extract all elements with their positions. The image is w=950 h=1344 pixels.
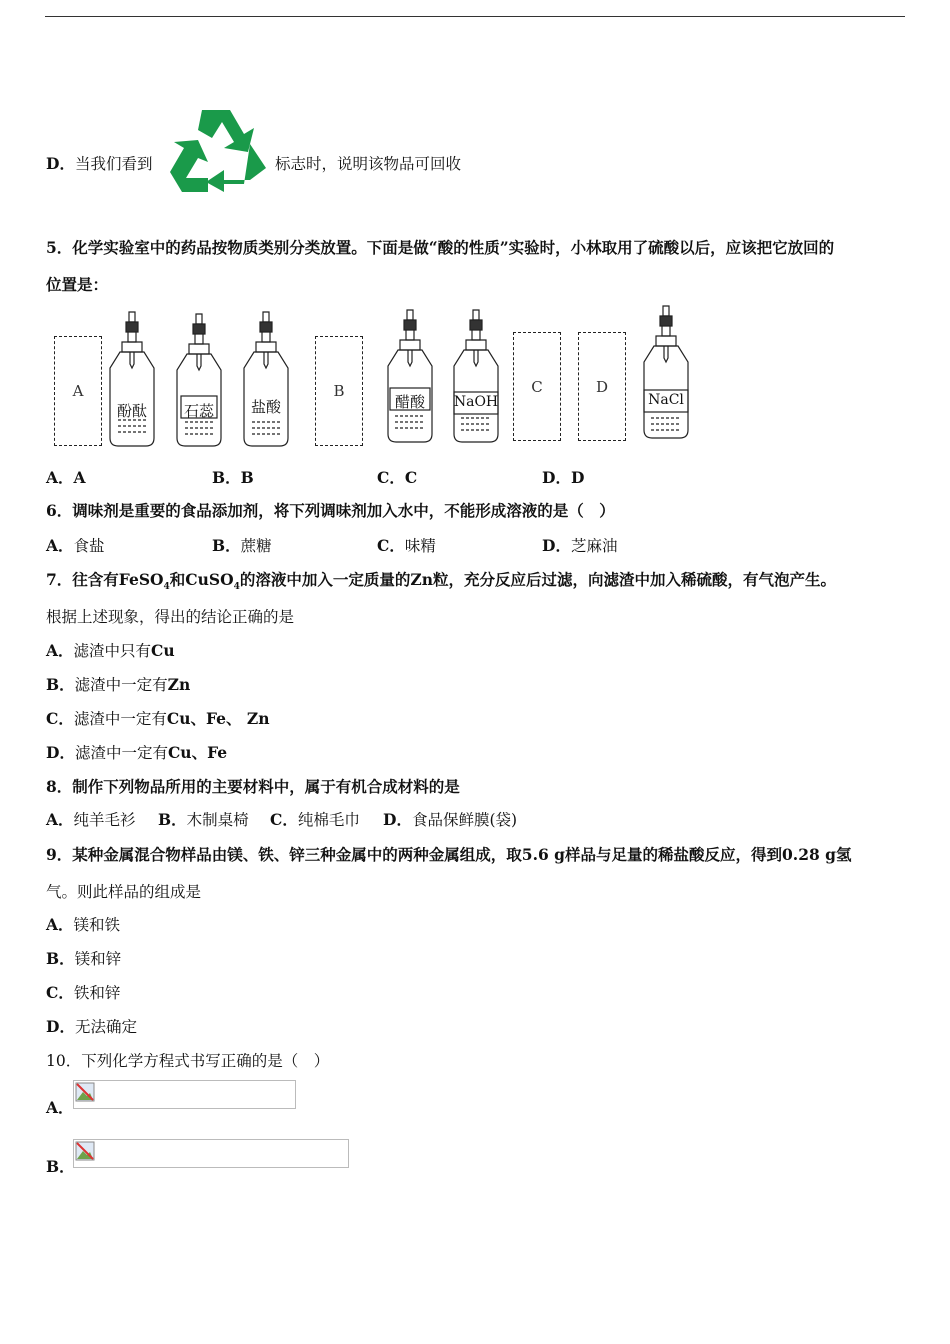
q4-option-d: D．当我们看到 <box>46 154 153 173</box>
q10-option-a-image <box>73 1080 296 1109</box>
q10-option-a[interactable]: A． <box>46 1098 74 1117</box>
reagent-bottle-icon <box>242 310 290 448</box>
q5-stem-line2: 位置是： <box>46 275 109 294</box>
q5-option-a[interactable]: A．A <box>46 468 86 487</box>
q8-option-d[interactable]: D．食品保鲜膜(袋) <box>383 810 518 829</box>
recycle-symbol-icon <box>162 102 274 198</box>
q9-stem-line1: 9．某种金属混合物样品由镁、铁、锌三种金属中的两种金属组成，取5.6 g样品与足量的稀盐酸反应，得到0.28 g氢 <box>46 845 852 864</box>
q10-stem: 10．下列化学方程式书写正确的是（ ） <box>46 1052 330 1070</box>
q10-option-b-image <box>73 1139 349 1168</box>
q5-option-d[interactable]: D．D <box>542 468 585 487</box>
q9-option-d[interactable]: D．无法确定 <box>46 1017 137 1036</box>
q9-option-a[interactable]: A．镁和铁 <box>46 915 121 934</box>
bottle-hydrochloric-acid: 盐酸 <box>242 310 290 448</box>
q7-stem-line1: 7．往含有FeSO$_4$和CuSO$_4$的溶液中加入一定质量的Zn粒，充分反应后过滤，向滤渣中加入稀硫酸，有气泡产生。 <box>46 570 836 593</box>
q6-option-d[interactable]: D．芝麻油 <box>542 536 618 555</box>
bottle-nacl: NaCl <box>641 304 691 440</box>
broken-image-icon <box>75 1082 95 1102</box>
reagent-bottle-icon <box>175 312 223 448</box>
reagent-bottle-icon <box>451 308 501 444</box>
bottle-acetic-acid: 醋酸 <box>385 308 435 444</box>
header-rule <box>45 16 905 17</box>
q7-option-d[interactable]: D．滤渣中一定有Cu、Fe <box>46 743 228 762</box>
broken-image-icon <box>75 1141 95 1161</box>
q5-option-c[interactable]: C．C <box>377 468 418 487</box>
q6-stem: 6．调味剂是重要的食品添加剂，将下列调味剂加入水中，不能形成溶液的是（ ） <box>46 501 615 520</box>
slot-a: A <box>54 336 102 446</box>
q6-option-c[interactable]: C．味精 <box>377 536 436 555</box>
q6-option-b[interactable]: B．蔗糖 <box>212 536 272 555</box>
q9-stem-line2: 气。则此样品的组成是 <box>46 883 202 901</box>
q9-option-c[interactable]: C．铁和锌 <box>46 983 121 1002</box>
reagent-bottle-icon <box>108 310 156 448</box>
reagent-bottle-icon <box>385 308 435 444</box>
q8-option-c[interactable]: C．纯棉毛巾 <box>270 810 360 829</box>
q8-stem: 8．制作下列物品所用的主要材料中，属于有机合成材料的是 <box>46 777 460 796</box>
q10-option-b[interactable]: B． <box>46 1157 75 1176</box>
q7-option-c[interactable]: C．滤渣中一定有Cu、Fe、 Zn <box>46 709 270 728</box>
bottle-litmus: 石蕊 <box>175 312 223 448</box>
q7-stem-line2: 根据上述现象，得出的结论正确的是 <box>46 608 295 626</box>
slot-b: B <box>315 336 363 446</box>
slot-d: D <box>578 332 626 441</box>
bottle-naoh: NaOH <box>451 308 501 444</box>
q8-option-a[interactable]: A．纯羊毛衫 <box>46 810 136 829</box>
bottle-phenolphthalein: 酚酞 <box>108 310 156 448</box>
q4-option-d-text-after: 标志时，说明该物品可回收 <box>275 155 462 173</box>
q7-option-a[interactable]: A．滤渣中只有Cu <box>46 641 175 660</box>
q6-option-a[interactable]: A．食盐 <box>46 536 105 555</box>
reagent-bottle-icon <box>641 304 691 440</box>
q9-option-b[interactable]: B．镁和锌 <box>46 949 122 968</box>
q5-option-b[interactable]: B．B <box>212 468 254 487</box>
q5-stem-line1: 5．化学实验室中的药品按物质类别分类放置。下面是做“酸的性质”实验时，小林取用了硫酸以后，应该把它放回的 <box>46 238 835 257</box>
q7-option-b[interactable]: B．滤渣中一定有Zn <box>46 675 191 694</box>
slot-c: C <box>513 332 561 441</box>
q8-option-b[interactable]: B．木制桌椅 <box>158 810 249 829</box>
